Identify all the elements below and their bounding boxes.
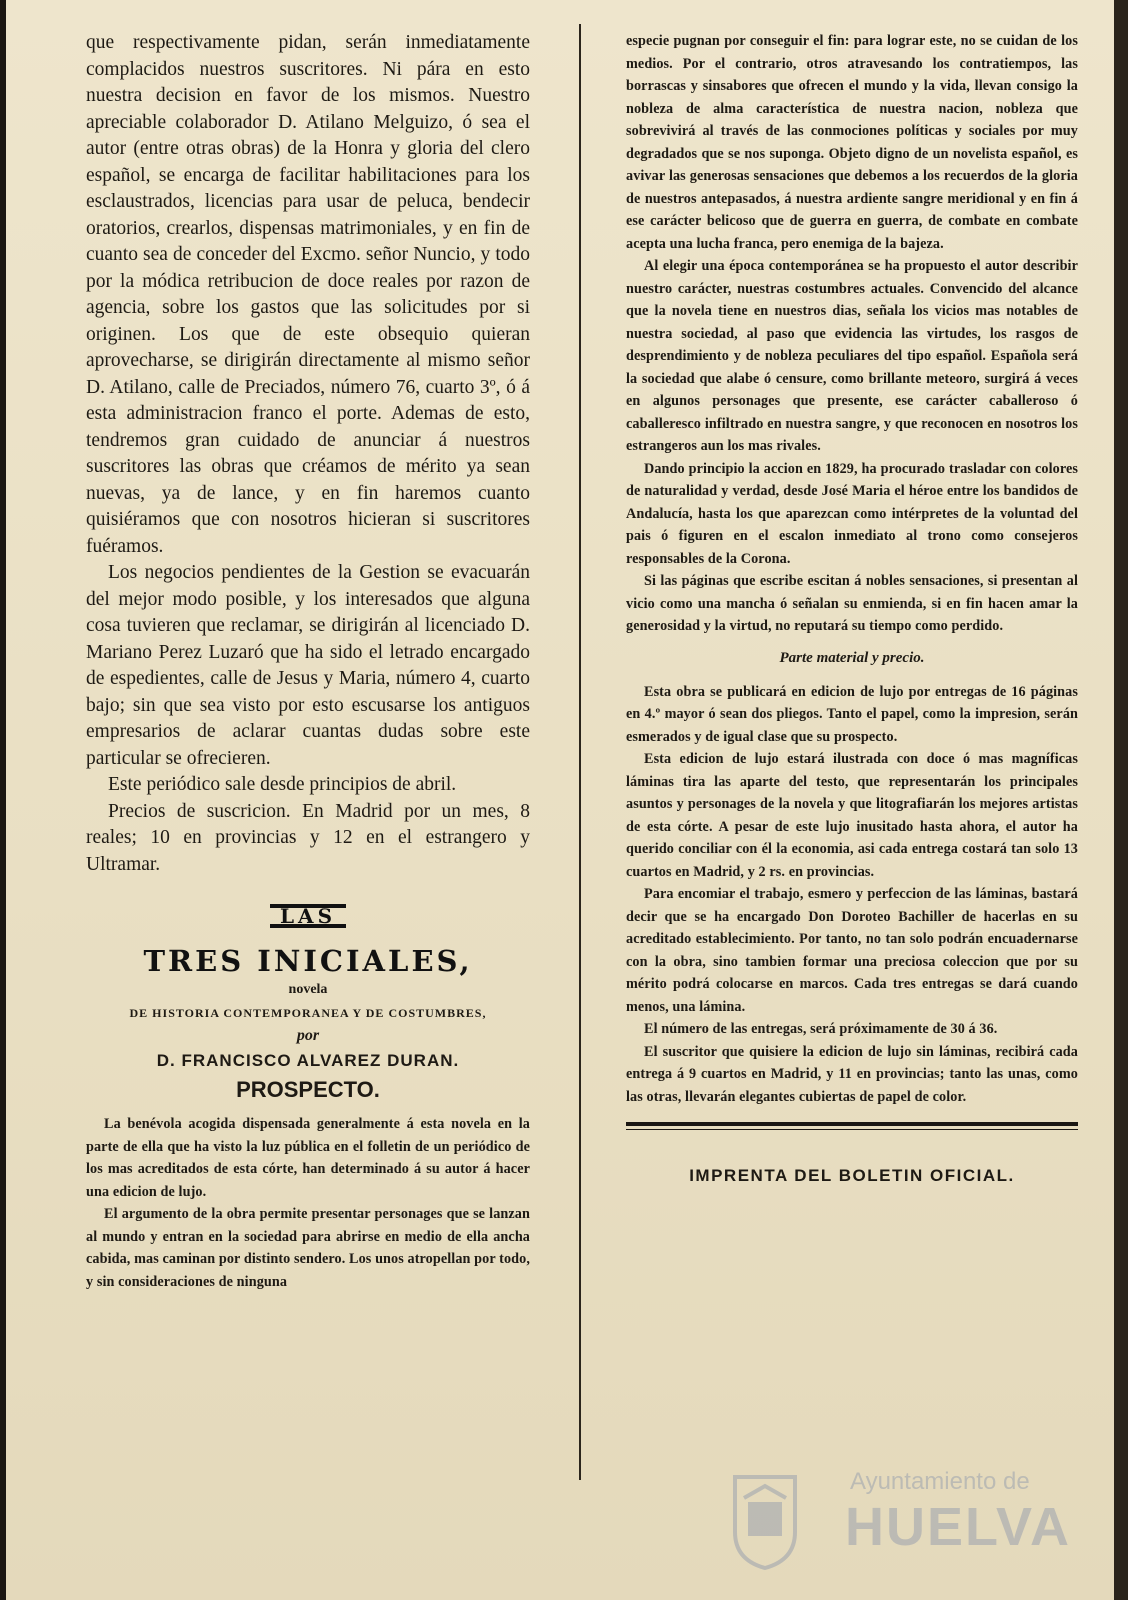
paragraph-precios: Precios de suscricion. En Madrid por un mes, 8 reales; 10 en provincias y 12 en el estrangero y Ultramar. [86, 800, 530, 875]
column-divider [579, 24, 581, 1480]
watermark [730, 1468, 1071, 1588]
end-rule [626, 1122, 1078, 1130]
prospecto-heading: PROSPECTO. [236, 1077, 380, 1102]
left-column [86, 30, 530, 1293]
shield-icon [730, 1472, 800, 1572]
right-column-text [626, 30, 1078, 638]
novel-genre: novela [288, 982, 328, 997]
left-column-text [86, 30, 530, 878]
paragraph-paginas: Si las páginas que escribe escitan á nobles sensaciones, si presentan al vicio como una mancha ó señalan su enmienda, si en fin hacen amar la generosidad y la virtud, no reputará su tiempo como perdido. [626, 573, 1078, 634]
announcement-las: LAS [270, 904, 346, 928]
novel-por: por [296, 1027, 320, 1044]
continued-paragraph: especie pugnan por conseguir el fin: para lograr este, no se cuidan de los medios. Por el contrario, otros atravesando los contratiempos, las borrascas y sinsabores que ofrecen el mundo y la vida, llevan consigo la nobleza de alma característica de nuestra nacion, nobleza que sobrevivirá al través de las conmociones políticas y sociales por muy degradados que se nos suponga. Objeto digno de un novelista español, es avivar las generosas sensaciones que debemos a los recuerdos de la gloria de nuestros antepasados, á nuestra ardiente sangre meridional y en fin á ese carácter belicoso que de guerra en guerra, de combate en combate acepta una lucha franca, pero enemiga de la bajeza. [626, 33, 1078, 252]
paragraph-accion: Dando principio la accion en 1829, ha procurado trasladar con colores de naturalidad y verdad, desde José Maria el héroe entre los bandidos de Andalucía, hasta los que aparezcan como intérpretes de la voluntad del pais ó figuren en el escalon inmediato al trono como consejeros responsables de la Corona. [626, 460, 1078, 567]
price-text [626, 681, 1078, 1109]
prospecto-text [86, 1113, 530, 1293]
price-paragraph: Para encomiar el trabajo, esmero y perfeccion de las láminas, bastará decir que se ha encargado Don Doroteo Bachiller de hacerlas en su acreditado establecimiento. Por tanto, no tan solo podrán encuadernarse con la obra, sino tambien formar una preciosa coleccion que por su mérito podrá colocarse en marcos. Cada tres entregas se dará cuando menos, una lámina. [626, 886, 1078, 1015]
novel-announcement [86, 904, 530, 1103]
watermark-top: Ayuntamiento de [850, 1468, 1030, 1495]
paragraph-suscritores: que respectivamente pidan, serán inmediatamente complacidos nuestros suscritores. Ni pára en esto nuestra decision en favor de los mismos. Nuestro apreciable colaborador D. Atilano Melguizo, ó sea el autor (entre otras obras) de la Honra y gloria del clero español, se encarga de facilitar habilitaciones para los esclaustrados, licencias para usar de peluca, bendecir oratorios, crearlos, dispensas matrimoniales, y en fin de cuanto sea de conceder del Excmo. señor Nuncio, y todo por la módica retribucion de doce reales por razon de agencia, sobre los gastos que las solicitudes por si originen. Los que de este obsequio quieran aprovecharse, se dirigirán directamente al mismo señor D. Atilano, calle de Preciados, número 76, cuarto 3º, ó á esta administracion franco el porte. Ademas de esto, tendremos gran cuidado de anunciar á nuestros suscritores las obras que créamos de mérito ya sean nuevas, ya de lance, y en fin haremos cuanto quisiéramos que con nosotros hicieran si suscritores fuéramos. [86, 32, 530, 557]
price-paragraph: El número de las entregas, será próximamente de 30 á 36. [644, 1021, 998, 1037]
imprint: IMPRENTA DEL BOLETIN OFICIAL. [689, 1166, 1015, 1185]
novel-title: TRES INICIALES, [143, 944, 473, 978]
page-left-edge [0, 0, 6, 1600]
watermark-main: HUELVA [845, 1497, 1071, 1557]
price-paragraph: Esta obra se publicará en edicion de lujo por entregas de 16 páginas en 4.º mayor ó sean dos pliegos. Tanto el papel, como la impresion, serán esmerados y de igual clase que su prospecto. [626, 683, 1078, 745]
right-column [626, 30, 1078, 1186]
novel-subtitle: DE HISTORIA CONTEMPORANEA Y DE COSTUMBRES, [129, 1006, 487, 1020]
prospecto-paragraph: El argumento de la obra permite presentar personages que se lanzan al mundo y entran en la sociedad para abrirse en medio de ella ancha cabida, mas caminan por distinto sendero. Los unos atropellan por todo, y sin consideraciones de ninguna [86, 1206, 530, 1290]
section-heading-precio: Parte material y precio. [779, 649, 925, 666]
price-paragraph: Esta edicion de lujo estará ilustrada con doce ó mas magníficas láminas tira las aparte del testo, que representarán los principales asuntos y personages de la novela y que litografiarán los mejores artistas de esta córte. A pesar de este lujo inusitado hasta ahora, el autor ha querido conciliar con él la economia, asi cada entrega costará tan solo 13 cuartos en Madrid, y 2 rs. en provincias. [626, 751, 1078, 880]
paragraph-periodico: Este periódico sale desde principios de abril. [108, 774, 457, 795]
prospecto-paragraph: La benévola acogida dispensada generalmente á esta novela en la parte de ella que ha visto la luz pública en el folletin de un periódico de los mas acreditados de esta córte, han determinado á su autor á hacer una edicion de lujo. [86, 1116, 530, 1200]
paragraph-gestion: Los negocios pendientes de la Gestion se evacuarán del mejor modo posible, y los interesados que alguna cosa tuvieren que reclamar, se dirigirán al licenciado D. Mariano Perez Luzaró que ha sido el letrado encargado de espedientes, calle de Jesus y Maria, número 4, cuarto bajo; sin que sea visto por esto escusarse los antiguos empresarios de aclarar cuantas dudas sobre este particular se ofrecieren. [86, 562, 530, 769]
page-right-edge [1114, 0, 1128, 1600]
novel-author: D. FRANCISCO ALVAREZ DURAN. [156, 1051, 460, 1070]
price-paragraph: El suscritor que quisiere la edicion de lujo sin láminas, recibirá cada entrega á 9 cuartos en Madrid, y 11 en provincias; tanto las unas, como las otras, llevarán elegantes cubiertas de papel de color. [626, 1043, 1078, 1105]
paragraph-epoca: Al elegir una época contemporánea se ha propuesto el autor describir nuestro carácter, nuestras costumbres actuales. Convencido del alcance que la novela tiene en nuestros dias, señala los vicios mas notables de nuestra sociedad, al paso que evidencia las virtudes, los rasgos de desprendimiento y de nobleza peculiares del tipo español. Española será la sociedad que alabe ó censure, como brillante meteoro, surgirá á veces en algunos personages que presente, ese carácter caballeroso ó caballeresco infiltrado en nuestra sangre, y que reconocen en nosotros los estrangeros aun los mas rivales. [626, 258, 1078, 454]
